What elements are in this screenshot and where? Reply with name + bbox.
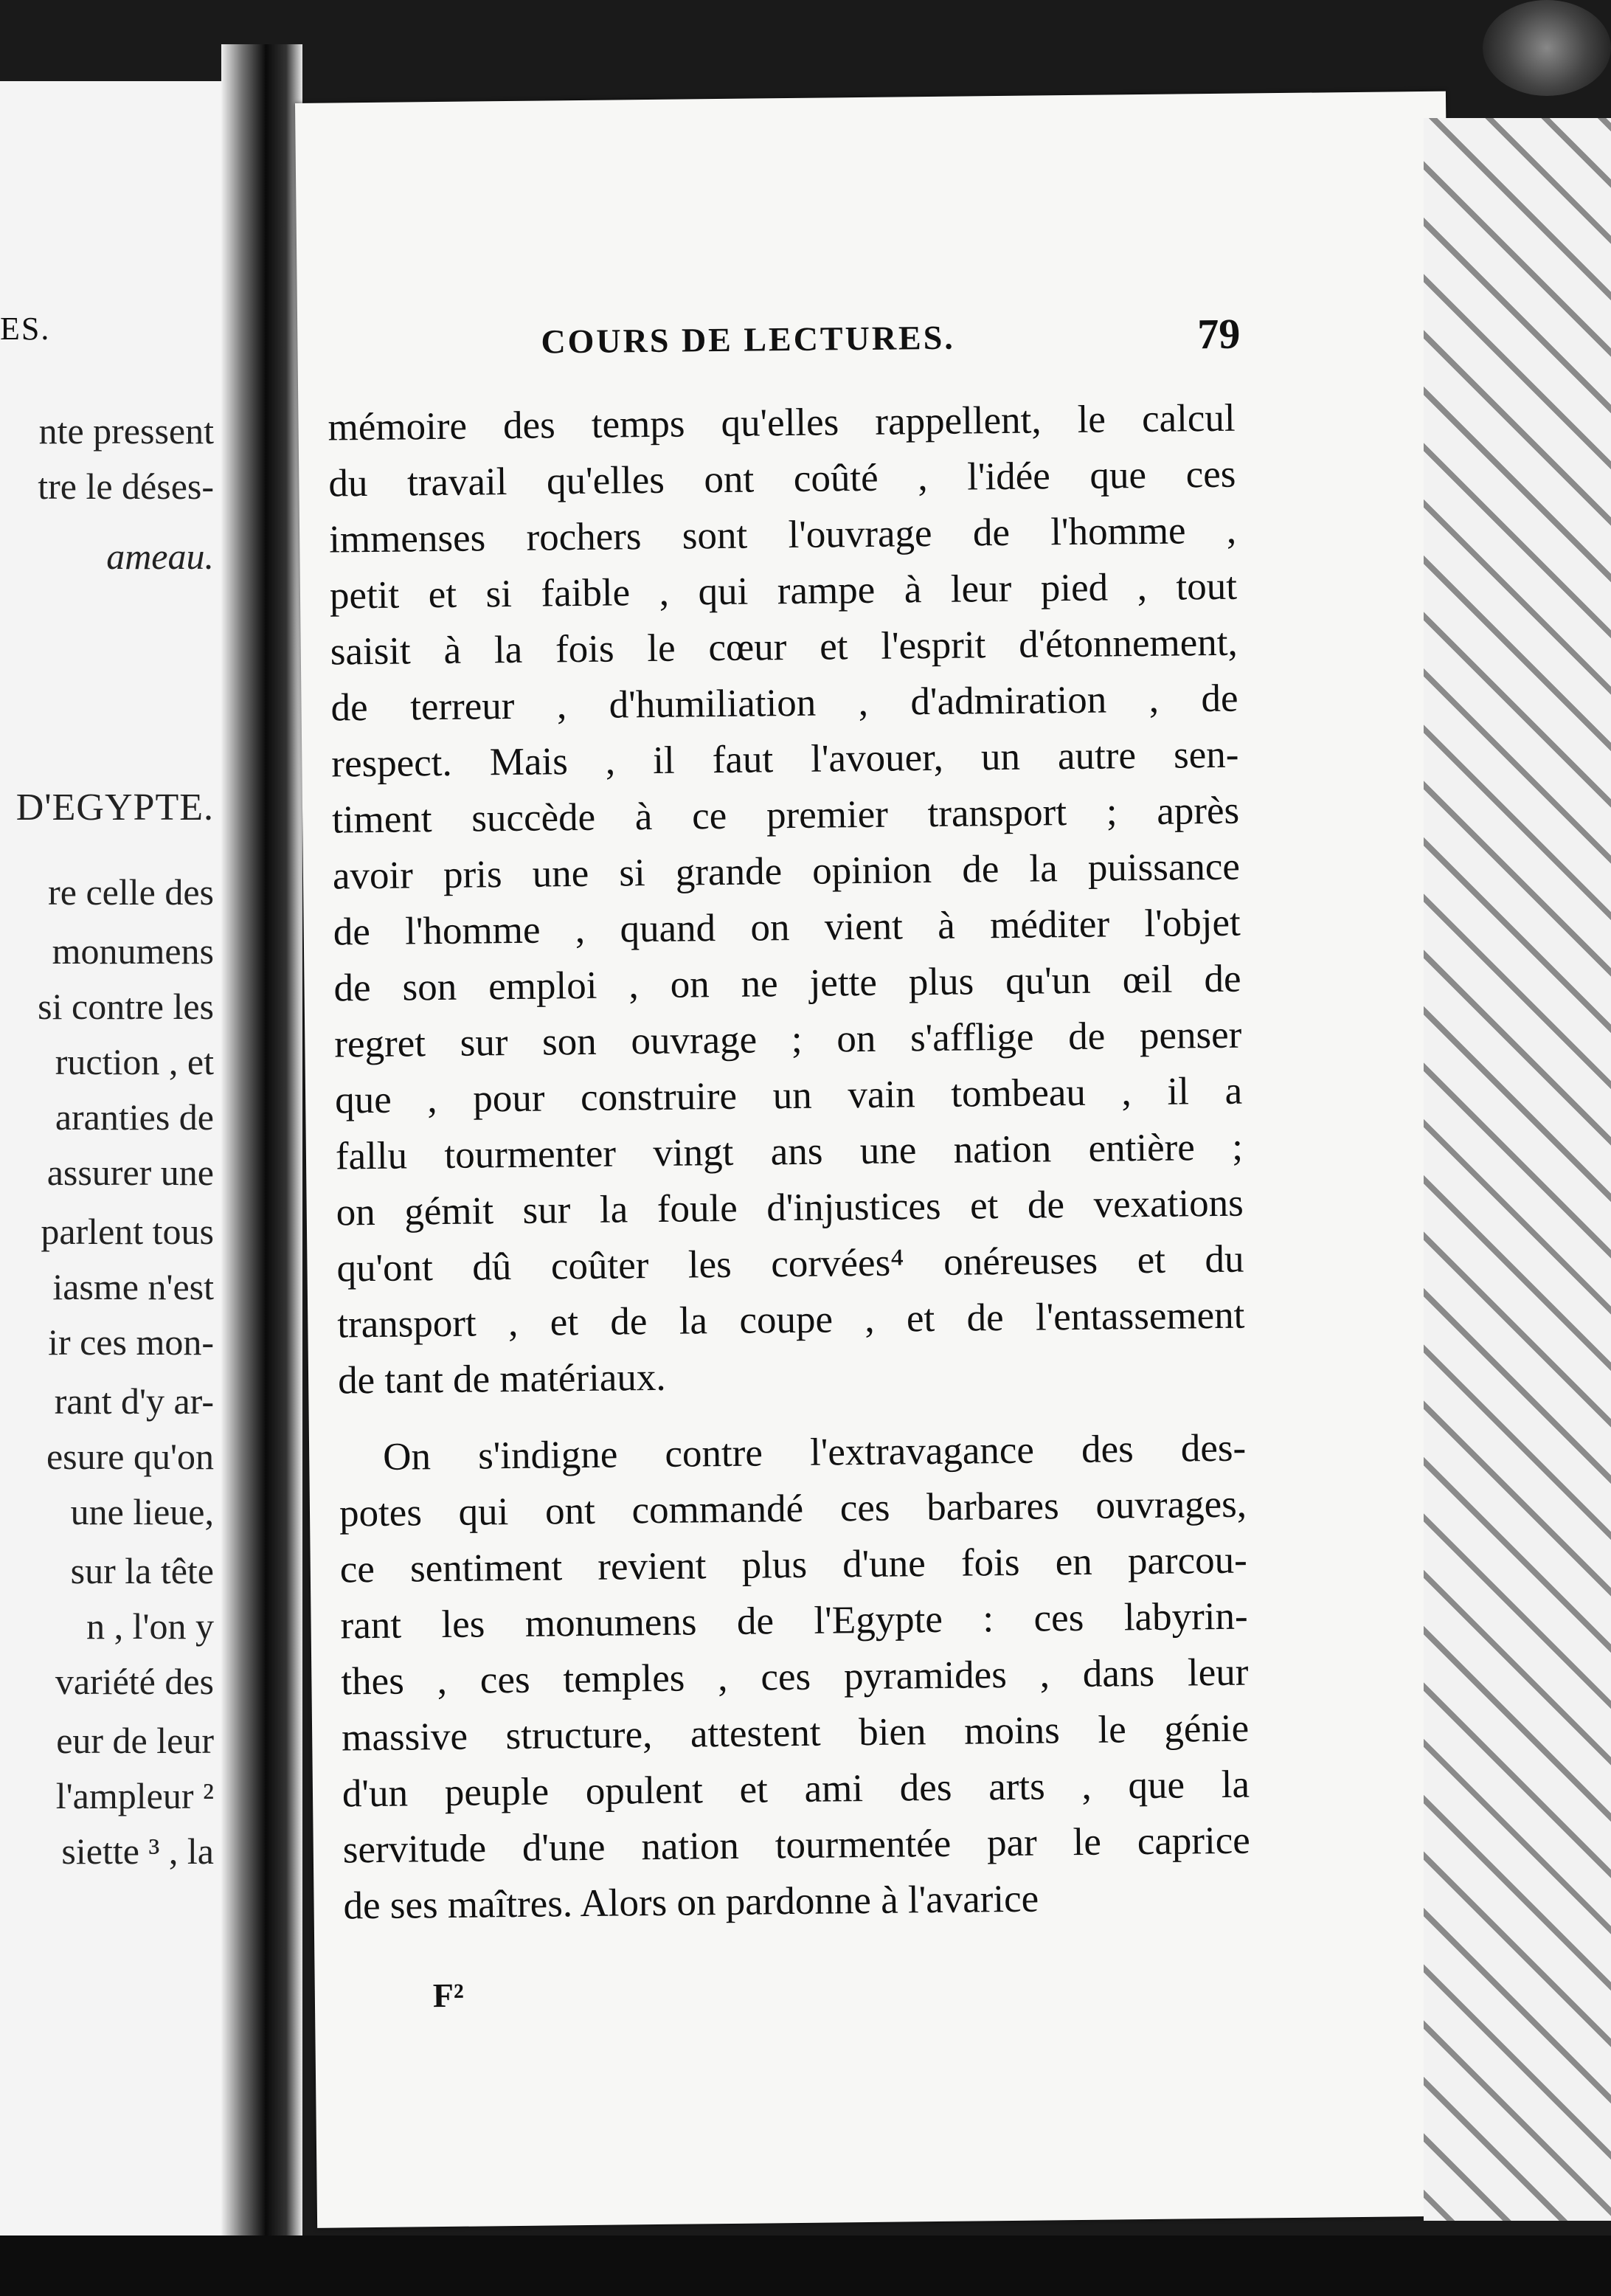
body-line: mémoire des temps qu'elles rappellent, le calcul: [328, 396, 1236, 449]
body-line: saisit à la fois le cœur et l'esprit d'étonnement,: [330, 620, 1238, 674]
body-line: timent succède à ce premier transport ; après: [331, 789, 1240, 842]
body-line: ce sentiment revient plus d'une fois en parcou-: [339, 1538, 1248, 1591]
previous-page-line: une lieue,: [70, 1491, 214, 1532]
body-line: servitude d'une nation tourmentée par le caprice: [342, 1819, 1251, 1872]
previous-page-fragment: [0, 81, 221, 2258]
previous-page-line: rant d'y ar-: [54, 1380, 214, 1422]
body-line: du travail qu'elles ont coûté , l'idée que ces: [328, 452, 1236, 505]
previous-page-line: variété des: [55, 1661, 214, 1702]
signature-mark: F²: [432, 1976, 465, 2015]
previous-page-line: re celle des: [48, 871, 214, 913]
body-line: transport , et de la coupe , et de l'entassement: [337, 1293, 1245, 1346]
running-head: COURS DE LECTURES.: [541, 318, 956, 361]
previous-page-line: ameau.: [106, 536, 214, 577]
body-line: de son emploi , on ne jette plus qu'un œil de: [333, 957, 1241, 1010]
body-line: massive structure, attestent bien moins le génie: [341, 1707, 1250, 1760]
previous-page-line: eur de leur: [56, 1720, 214, 1761]
previous-page-line: parlent tous: [41, 1211, 214, 1252]
body-line: de ses maîtres. Alors on pardonne à l'avarice: [343, 1877, 1039, 1928]
previous-page-line: nte pressent: [38, 410, 214, 452]
body-line: potes qui ont commandé ces barbares ouvrages,: [339, 1482, 1247, 1535]
body-line: On s'indigne contre l'extravagance des des-: [382, 1426, 1247, 1479]
previous-page-line: assurer une: [46, 1152, 214, 1193]
body-line: thes , ces temples , ces pyramides , dans leur: [341, 1650, 1249, 1704]
previous-page-running-head: ES.: [0, 311, 51, 347]
corner-stain: [1483, 0, 1611, 96]
previous-page-line: n , l'on y: [86, 1605, 214, 1647]
body-line: avoir pris une si grande opinion de la puissance: [332, 845, 1241, 898]
previous-page-line: D'EGYPTE.: [15, 786, 214, 829]
body-line: de l'homme , quand on vient à méditer l'objet: [333, 901, 1241, 954]
page-number: 79: [1197, 309, 1241, 359]
previous-page-line: aranties de: [55, 1096, 214, 1138]
previous-page-line: esure qu'on: [46, 1436, 214, 1477]
body-line: d'un peuple opulent et ami des arts , que la: [342, 1763, 1250, 1816]
body-line: de terreur , d'humiliation , d'admiration , de: [330, 677, 1238, 730]
book-page: [295, 91, 1468, 2228]
previous-page-line: monumens: [52, 930, 214, 972]
previous-page-line: l'ampleur ²: [55, 1775, 214, 1816]
body-line: regret sur son ouvrage ; on s'afflige de penser: [334, 1013, 1242, 1066]
book-gutter: [221, 44, 302, 2258]
body-line: petit et si faible , qui rampe à leur pied , tout: [329, 564, 1238, 618]
body-line: immenses rochers sont l'ouvrage de l'homme ,: [328, 508, 1237, 561]
previous-page-line: ruction , et: [55, 1041, 214, 1082]
previous-page-line: siette ³ , la: [61, 1830, 214, 1872]
body-line: respect. Mais , il faut l'avouer, un autre sen-: [331, 733, 1239, 786]
previous-page-line: tre le déses-: [38, 466, 214, 507]
previous-page-line: ir ces mon-: [48, 1321, 214, 1363]
body-line: de tant de matériaux.: [337, 1355, 666, 1403]
body-line: on gémit sur la foule d'injustices et de vexations: [336, 1181, 1244, 1234]
body-line: rant les monumens de l'Egypte : ces labyrin-: [340, 1594, 1248, 1647]
previous-page-line: iasme n'est: [52, 1266, 214, 1307]
body-line: que , pour construire un vain tombeau , il a: [334, 1069, 1243, 1122]
previous-page-line: si contre les: [38, 986, 214, 1027]
previous-page-line: sur la tête: [70, 1550, 214, 1591]
scan-bottom-border: [0, 2236, 1611, 2296]
body-line: qu'ont dû coûter les corvées⁴ onéreuses et du: [336, 1237, 1244, 1290]
body-line: fallu tourmenter vingt ans une nation entière ;: [335, 1125, 1244, 1178]
binding-edge-pattern: [1424, 118, 1611, 2221]
